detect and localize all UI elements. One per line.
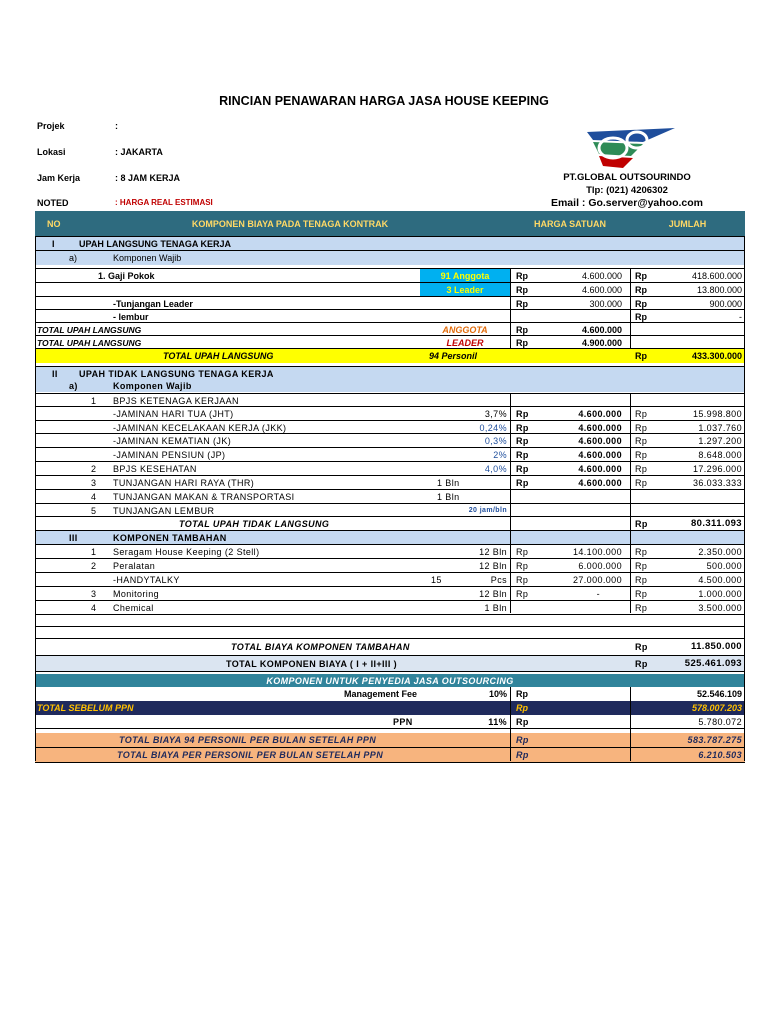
seragam-rp2: Rp — [635, 546, 648, 557]
total-komponen-rp: Rp — [635, 658, 648, 669]
peralatan-total: 500.000 — [706, 560, 742, 571]
handytalky-unit: Pcs — [490, 574, 507, 585]
table-row — [35, 461, 745, 475]
section-2-title: UPAH TIDAK LANGSUNG TENAGA KERJA — [79, 368, 274, 379]
grid-line — [510, 393, 511, 613]
peralatan-no: 2 — [91, 560, 97, 571]
anggota-rp2: Rp — [635, 270, 647, 281]
section-1-title: UPAH LANGSUNG TENAGA KERJA — [79, 239, 232, 249]
total-anggota-price: 4.600.000 — [581, 324, 622, 335]
ppn-rp: Rp — [516, 716, 529, 727]
table-row — [35, 322, 745, 336]
leader-total: 13.800.000 — [696, 284, 742, 295]
penyedia-label: KOMPONEN UNTUK PENYEDIA JASA OUTSOURCING — [266, 675, 514, 686]
table-row — [35, 309, 745, 323]
total-upah-langsung-value: 433.300.000 — [691, 351, 742, 361]
section-1-row — [35, 236, 745, 251]
jam-kerja-value: : 8 JAM KERJA — [115, 173, 181, 183]
kesehatan-rp2: Rp — [635, 463, 648, 474]
table-row — [35, 544, 745, 558]
section-2a-no: a) — [69, 380, 78, 391]
header-komponen: KOMPONEN BIAYA PADA TENAGA KONTRAK — [191, 218, 389, 229]
jht-pct: 3,7% — [484, 408, 507, 419]
jp-pct: 2% — [493, 449, 507, 460]
section-1a-title: Komponen Wajib — [113, 253, 182, 263]
total-leader-rp: Rp — [516, 337, 528, 348]
sebelum-ppn-value: 578.007.203 — [691, 703, 742, 713]
total-leader-label: TOTAL UPAH LANGSUNG — [37, 337, 142, 348]
total-upah-langsung-label: TOTAL UPAH LANGSUNG — [163, 351, 274, 361]
grid-line — [630, 268, 631, 348]
thr-price: 4.600.000 — [578, 477, 622, 488]
lembur-rp2: Rp — [635, 311, 647, 322]
chemical-label: Chemical — [113, 602, 154, 613]
ppn-pct: 11% — [488, 716, 507, 727]
total-tidak-langsung-value: 80.311.093 — [690, 518, 742, 529]
tunjangan-rp1: Rp — [516, 298, 528, 309]
leader-qty: 3 Leader — [420, 283, 510, 296]
peralatan-rp2: Rp — [635, 560, 648, 571]
header-harga: HARGA SATUAN — [534, 218, 606, 229]
total-per-personil-value: 6.210.503 — [698, 750, 742, 760]
tunjangan-rp2: Rp — [635, 298, 647, 309]
page-title: RINCIAN PENAWARAN HARGA JASA HOUSE KEEPING — [219, 94, 549, 108]
total-tidak-langsung-row — [35, 516, 745, 530]
kesehatan-label: BPJS KESEHATAN — [113, 463, 197, 474]
sebelum-ppn-rp: Rp — [516, 703, 528, 713]
section-3-title: KOMPONEN TAMBAHAN — [113, 532, 227, 543]
thr-total: 36.033.333 — [692, 477, 742, 488]
tunjangan-leader-label: -Tunjangan Leader — [113, 298, 193, 309]
bpjs-no: 1 — [91, 395, 97, 406]
fee-row — [35, 687, 745, 700]
jht-rp1: Rp — [516, 408, 529, 419]
grid-line — [744, 236, 745, 761]
section-1a-row — [35, 250, 745, 265]
table-row — [35, 600, 745, 614]
jht-label: -JAMINAN HARI TUA (JHT) — [113, 408, 234, 419]
penyedia-header-row — [35, 674, 745, 687]
section-2-no: II — [52, 368, 58, 379]
bpjs-label: BPJS KETENAGA KERJAAN — [113, 395, 239, 406]
grid-line — [510, 687, 511, 761]
fee-pct: 10% — [488, 688, 507, 699]
total-tidak-langsung-rp: Rp — [635, 518, 648, 529]
lokasi-label: Lokasi — [37, 147, 66, 157]
jkk-rp1: Rp — [516, 422, 529, 433]
thr-rp1: Rp — [516, 477, 529, 488]
leader-rp2: Rp — [635, 284, 647, 295]
total-anggota-rp: Rp — [516, 324, 528, 335]
seragam-no: 1 — [91, 546, 97, 557]
total-anggota-type: ANGGOTA — [442, 324, 488, 335]
monitoring-label: Monitoring — [113, 588, 160, 599]
table-row — [35, 406, 745, 420]
makan-label: TUNJANGAN MAKAN & TRANSPORTASI — [113, 491, 295, 502]
peralatan-rp1: Rp — [516, 560, 529, 571]
total-upah-langsung-rp: Rp — [635, 351, 647, 361]
jk-price: 4.600.000 — [578, 435, 622, 446]
monitoring-qty: 12 Bln — [479, 588, 507, 599]
company-email: Email : Go.server@yahoo.com — [550, 197, 704, 209]
gaji-label: 1. Gaji Pokok — [98, 270, 155, 281]
total-94-label: TOTAL BIAYA 94 PERSONIL PER BULAN SETELAH PPN — [119, 735, 377, 745]
leader-price: 4.600.000 — [581, 284, 622, 295]
peralatan-price: 6.000.000 — [578, 560, 622, 571]
total-komponen-label: TOTAL KOMPONEN BIAYA ( I + II+III ) — [226, 658, 398, 669]
seragam-total: 2.350.000 — [698, 546, 742, 557]
total-anggota-label: TOTAL UPAH LANGSUNG — [37, 324, 142, 335]
total-94-rp: Rp — [516, 735, 529, 745]
handytalky-label: -HANDYTALKY — [113, 574, 180, 585]
noted-label: NOTED — [37, 198, 69, 208]
jp-rp2: Rp — [635, 449, 648, 460]
sebelum-ppn-row — [35, 701, 745, 715]
lembur2-no: 5 — [91, 505, 97, 516]
company-name: PT.GLOBAL OUTSOURINDO — [563, 172, 691, 183]
tunjangan-total: 900.000 — [709, 298, 742, 309]
total-tambahan-value: 11.850.000 — [690, 641, 742, 652]
jht-total: 15.998.800 — [692, 408, 742, 419]
table-row — [35, 282, 745, 296]
chemical-rp2: Rp — [635, 602, 648, 613]
company-logo — [583, 126, 679, 170]
company-phone: Tlp: (021) 4206302 — [586, 185, 668, 196]
section-1-no: I — [52, 239, 55, 249]
table-row — [35, 558, 745, 572]
kesehatan-total: 17.296.000 — [692, 463, 742, 474]
fee-label: Management Fee — [343, 688, 417, 699]
jk-rp2: Rp — [635, 435, 648, 446]
lembur-label: - lembur — [113, 311, 149, 322]
kesehatan-price: 4.600.000 — [578, 463, 622, 474]
section-3-row — [35, 530, 745, 544]
lembur2-label: TUNJANGAN LEMBUR — [113, 505, 215, 516]
total-leader-type: LEADER — [446, 337, 484, 348]
jp-rp1: Rp — [516, 449, 529, 460]
table-row — [35, 447, 745, 461]
header-no: NO — [47, 218, 61, 229]
anggota-rp1: Rp — [516, 270, 528, 281]
thr-no: 3 — [91, 477, 97, 488]
table-row — [35, 296, 745, 310]
total-tambahan-rp: Rp — [635, 641, 648, 652]
grid-line — [35, 236, 36, 761]
seragam-price: 14.100.000 — [572, 546, 622, 557]
table-row — [35, 572, 745, 586]
table-row — [35, 335, 745, 349]
table-row — [35, 433, 745, 447]
makan-qty: 1 Bln — [437, 491, 460, 502]
jht-price: 4.600.000 — [578, 408, 622, 419]
handytalky-rp2: Rp — [635, 574, 648, 585]
section-2a-title: Komponen Wajib — [113, 380, 192, 391]
ppn-row — [35, 715, 745, 729]
section-2-row — [35, 366, 745, 380]
table-header — [35, 211, 745, 236]
lokasi-value: : JAKARTA — [115, 147, 163, 157]
section-2a-row — [35, 379, 745, 392]
lembur2-qty: 20 jam/bln — [468, 507, 507, 514]
monitoring-rp1: Rp — [516, 588, 529, 599]
anggota-price: 4.600.000 — [581, 270, 622, 281]
chemical-qty: 1 Bln — [484, 602, 507, 613]
jp-total: 8.648.000 — [698, 449, 742, 460]
thr-label: TUNJANGAN HARI RAYA (THR) — [113, 477, 255, 488]
jkk-pct: 0,24% — [479, 422, 507, 433]
table-row — [35, 268, 745, 282]
anggota-total: 418.600.000 — [691, 270, 742, 281]
chemical-no: 4 — [91, 602, 97, 613]
ppn-value: 5.780.072 — [698, 716, 742, 727]
tunjangan-price: 300.000 — [589, 298, 622, 309]
seragam-rp1: Rp — [516, 546, 529, 557]
total-per-personil-row — [35, 747, 745, 763]
kesehatan-rp1: Rp — [516, 463, 529, 474]
thr-qty: 1 Bln — [437, 477, 460, 488]
monitoring-no: 3 — [91, 588, 97, 599]
table-row — [35, 420, 745, 434]
table-row — [35, 475, 745, 489]
table-row — [35, 503, 745, 517]
table-row — [35, 586, 745, 600]
grid-line — [510, 268, 511, 348]
kesehatan-pct: 4,0% — [484, 463, 507, 474]
handytalky-total: 4.500.000 — [698, 574, 742, 585]
jk-label: -JAMINAN KEMATIAN (JK) — [113, 435, 232, 446]
grid-line — [630, 687, 631, 761]
seragam-qty: 12 Bln — [479, 546, 507, 557]
total-per-personil-rp: Rp — [516, 750, 529, 760]
projek-value: : — [115, 121, 118, 131]
anggota-qty: 91 Anggota — [420, 269, 510, 282]
monitoring-price: - — [596, 588, 600, 599]
thr-rp2: Rp — [635, 477, 648, 488]
kesehatan-no: 2 — [91, 463, 97, 474]
fee-value: 52.546.109 — [696, 688, 742, 699]
grid-line — [630, 393, 631, 613]
jk-rp1: Rp — [516, 435, 529, 446]
jk-total: 1.297.200 — [698, 435, 742, 446]
monitoring-total: 1.000.000 — [698, 588, 742, 599]
lembur-total: - — [739, 311, 742, 322]
total-tidak-langsung-label: TOTAL UPAH TIDAK LANGSUNG — [179, 518, 330, 529]
monitoring-rp2: Rp — [635, 588, 648, 599]
jkk-rp2: Rp — [635, 422, 648, 433]
total-komponen-value: 525.461.093 — [684, 658, 742, 669]
chemical-total: 3.500.000 — [698, 602, 742, 613]
table-row — [35, 489, 745, 503]
total-komponen-row — [35, 655, 745, 672]
handytalky-count: 15 — [431, 574, 442, 585]
handytalky-price: 27.000.000 — [572, 574, 622, 585]
leader-rp1: Rp — [516, 284, 528, 295]
peralatan-label: Peralatan — [113, 560, 156, 571]
jp-price: 4.600.000 — [578, 449, 622, 460]
handytalky-rp1: Rp — [516, 574, 529, 585]
ppn-label: PPN — [393, 716, 413, 727]
jht-rp2: Rp — [635, 408, 648, 419]
section-3-no: III — [69, 532, 78, 543]
total-upah-langsung-row — [35, 348, 745, 363]
peralatan-qty: 12 Bln — [479, 560, 507, 571]
total-tambahan-label: TOTAL BIAYA KOMPONEN TAMBAHAN — [231, 641, 410, 652]
total-tambahan-row — [35, 638, 745, 654]
total-leader-price: 4.900.000 — [581, 337, 622, 348]
noted-value: : HARGA REAL ESTIMASI — [115, 198, 213, 207]
total-94-value: 583.787.275 — [687, 735, 742, 745]
fee-rp: Rp — [516, 688, 528, 699]
projek-label: Projek — [37, 121, 65, 131]
jkk-price: 4.600.000 — [578, 422, 622, 433]
jkk-label: -JAMINAN KECELAKAAN KERJA (JKK) — [113, 422, 287, 433]
total-per-personil-label: TOTAL BIAYA PER PERSONIL PER BULAN SETELAH PPN — [117, 750, 384, 760]
jk-pct: 0,3% — [484, 435, 507, 446]
total-94-row — [35, 733, 745, 747]
cost-table — [35, 211, 745, 764]
sebelum-ppn-label: TOTAL SEBELUM PPN — [37, 703, 134, 713]
jp-label: -JAMINAN PENSIUN (JP) — [113, 449, 226, 460]
jkk-total: 1.037.760 — [698, 422, 742, 433]
total-personil: 94 Personil — [429, 351, 478, 361]
jam-kerja-label: Jam Kerja — [37, 173, 81, 183]
section-1a-no: a) — [69, 253, 78, 263]
seragam-label: Seragam House Keeping (2 Stell) — [113, 546, 260, 557]
table-row — [35, 393, 745, 407]
makan-no: 4 — [91, 491, 97, 502]
header-jumlah: JUMLAH — [668, 218, 707, 229]
